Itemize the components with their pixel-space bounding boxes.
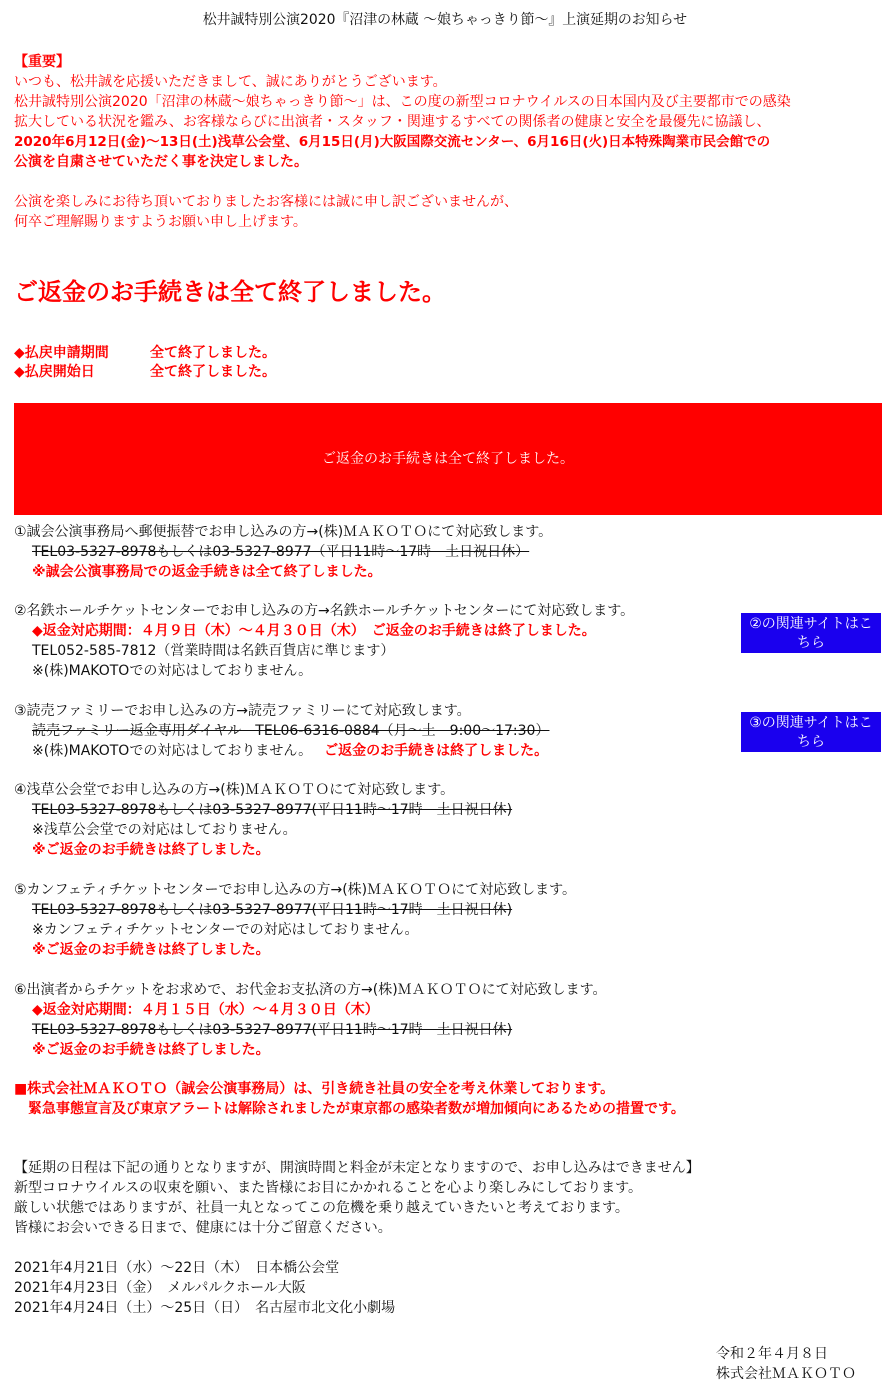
intro-bold-line-2: 公演を自粛させていただく事を決定しました。 (14, 154, 308, 170)
item4-note: ※浅草公会堂での対応はしておりません。 (32, 822, 297, 838)
period-label: ◆払戻申請期間 (14, 345, 109, 361)
intro-line-2: 松井誠特別公演2020「沼津の林蔵〜娘ちゃっきり節〜」は、この度の新型コロナウイルスの日本国内及び主要都市での感染 (14, 94, 791, 110)
item1-tel: TEL03-5327-8978もしくは03-5327-8977（平日11時〜17時 土日祝日休） (32, 544, 530, 560)
item1-note: ※誠会公演事務局での返金手続きは全て終了しました。 (32, 564, 382, 580)
item3-note: ※(株)MAKOTOでの対応はしておりません。 (32, 743, 313, 759)
intro-line-3: 拡大している状況を鑑み、お客様ならびに出演者・スタッフ・関連するすべての関係者の健康と安全を最優先に協議し、 (14, 114, 771, 130)
apology-line-2: 何卒ご理解賜りますようお願い申し上げます。 (14, 214, 307, 230)
company-notice-line-2: 緊急事態宣言及び東京アラートは解除されましたが東京都の感染者数が増加傾向にあるための措置です。 (14, 1101, 685, 1117)
company-notice-line-1: ■株式会社ＭＡＫＯＴＯ（誠会公演事務局）は、引き続き社員の安全を考え休業しております。 (14, 1081, 615, 1097)
footer-company: 株式会社ＭＡＫＯＴＯ (716, 1366, 856, 1382)
item3-heading: ③読売ファミリーでお申し込みの方→読売ファミリーにて対応致します。 (14, 703, 471, 719)
item6-note-red: ※ご返金のお手続きは終了しました。 (32, 1042, 270, 1058)
item3-note-red: ご返金のお手続きは終了しました。 (324, 743, 549, 759)
footer-date: 令和２年４月８日 (716, 1346, 828, 1362)
intro-line-1: いつも、松井誠を応援いただきまして、誠にありがとうございます。 (14, 74, 447, 90)
item5-note: ※カンフェティチケットセンターでの対応はしておりません。 (32, 922, 419, 938)
item4-heading: ④浅草公会堂でお申し込みの方→(株)ＭＡＫＯＴＯにて対応致します。 (14, 782, 455, 798)
item3-tel: 読売ファミリー返金専用ダイヤル TEL06-6316-0884（月〜土 9:00〜17:30） (32, 723, 550, 739)
period-row-start (14, 362, 276, 382)
period-value: 全て終了しました。 (150, 364, 276, 380)
item2-period: ◆返金対応期間：４月９日（木）〜４月３０日（木） ご返金のお手続きは終了しました。 (32, 623, 596, 639)
item4-note-red: ※ご返金のお手続きは終了しました。 (32, 842, 270, 858)
item6-period: ◆返金対応期間：４月１５日（水）〜４月３０日（木） (32, 1002, 379, 1018)
item6-tel: TEL03-5327-8978もしくは03-5327-8977(平日11時〜17時 土日祝日休) (32, 1022, 513, 1038)
postpone-line-1: 【延期の日程は下記の通りとなりますが、開演時間と料金が未定となりますので、お申し込みはできません】 (14, 1160, 700, 1176)
item6-heading: ⑥出演者からチケットをお求めで、お代金お支払済の方→(株)ＭＡＫＯＴＯにて対応致します。 (14, 982, 607, 998)
item3-note-row (32, 741, 548, 761)
item5-tel: TEL03-5327-8978もしくは03-5327-8977(平日11時〜17時 土日祝日休) (32, 902, 513, 918)
item2-tel: TEL052-585-7812（営業時間は名鉄百貨店に準じます） (32, 643, 395, 659)
intro-bold-line-1: 2020年6月12日(金)〜13日(土)浅草公会堂、6月15日(月)大阪国際交流センター、6月16日(火)日本特殊陶業市民会館での (14, 134, 771, 150)
item2-note: ※(株)MAKOTOでの対応はしておりません。 (32, 663, 313, 679)
refund-complete-banner (14, 403, 882, 515)
page-title: 松井誠特別公演2020『沼津の林蔵 〜娘ちゃっきり節〜』上演延期のお知らせ (202, 12, 687, 28)
postpone-line-2: 新型コロナウイルスの収束を願い、また皆様にお目にかかれることを心より楽しみにしております。 (14, 1180, 643, 1196)
period-value: 全て終了しました。 (150, 345, 276, 361)
schedule-item: 2021年4月24日（土）〜25日（日） 名古屋市北文化小劇場 (14, 1300, 396, 1316)
important-tag: 【重要】 (14, 54, 70, 70)
schedule-item: 2021年4月23日（金） メルパルクホール大阪 (14, 1280, 306, 1296)
button-label: ③の関連サイトはこちら (749, 714, 873, 750)
button-label: ②の関連サイトはこちら (749, 615, 873, 651)
banner-text: ご返金のお手続きは全て終了しました。 (322, 451, 574, 467)
postpone-line-3: 厳しい状態ではありますが、社員一丸となってこの危機を乗り越えていきたいと考えております。 (14, 1200, 629, 1216)
item5-note-red: ※ご返金のお手続きは終了しました。 (32, 942, 270, 958)
refund-headline: ご返金のお手続きは全て終了しました。 (14, 278, 446, 306)
item2-related-site-button[interactable] (741, 613, 881, 653)
period-row-application (14, 343, 276, 363)
item4-tel: TEL03-5327-8978もしくは03-5327-8977(平日11時〜17時 土日祝日休) (32, 802, 513, 818)
schedule-item: 2021年4月21日（水）〜22日（木） 日本橋公会堂 (14, 1260, 340, 1276)
postpone-line-4: 皆様にお会いできる日まで、健康には十分ご留意ください。 (14, 1220, 392, 1236)
item1-heading: ①誠会公演事務局へ郵便振替でお申し込みの方→(株)ＭＡＫＯＴＯにて対応致します。 (14, 524, 553, 540)
item5-heading: ⑤カンフェティチケットセンターでお申し込みの方→(株)ＭＡＫＯＴＯにて対応致します。 (14, 882, 577, 898)
apology-line-1: 公演を楽しみにお待ち頂いておりましたお客様には誠に申し訳ございませんが、 (14, 194, 518, 210)
period-label: ◆払戻開始日 (14, 364, 95, 380)
item3-related-site-button[interactable] (741, 712, 881, 752)
item2-heading: ②名鉄ホールチケットセンターでお申し込みの方→名鉄ホールチケットセンターにて対応致します。 (14, 603, 635, 619)
